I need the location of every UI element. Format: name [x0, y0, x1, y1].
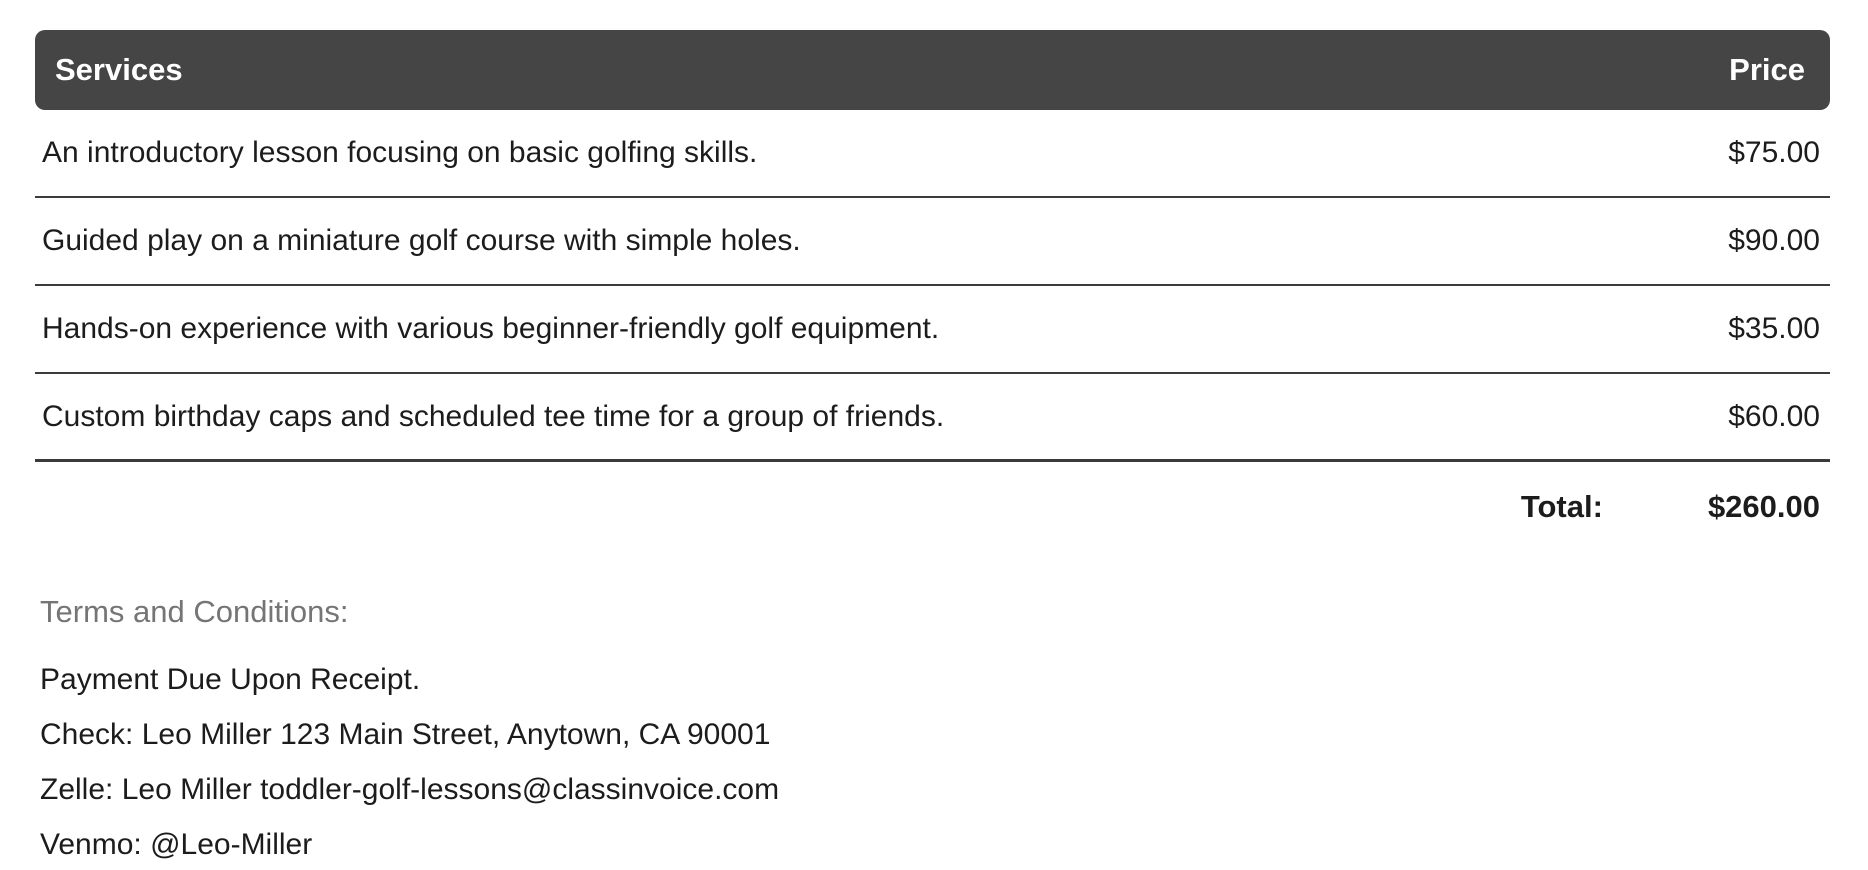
total-row: [35, 462, 1830, 552]
service-description: Custom birthday caps and scheduled tee time for a group of friends.: [42, 399, 945, 433]
terms-line-payment: Payment Due Upon Receipt.: [40, 663, 421, 696]
table-row: [35, 110, 1830, 198]
terms-line-venmo: Venmo: @Leo-Miller: [40, 828, 313, 861]
column-header-price: Price: [1729, 52, 1805, 87]
column-header-services: Services: [55, 52, 183, 87]
terms-line-zelle: Zelle: Leo Miller toddler-golf-lessons@classinvoice.com: [40, 773, 780, 806]
service-price: $35.00: [1728, 312, 1820, 345]
terms-line-check: Check: Leo Miller 123 Main Street, Anytown, CA 90001: [40, 718, 771, 751]
table-row: [35, 286, 1830, 374]
service-price: $75.00: [1728, 136, 1820, 169]
service-description: Hands-on experience with various beginner-friendly golf equipment.: [42, 312, 940, 345]
service-price: $90.00: [1728, 224, 1820, 257]
table-header-row: [35, 30, 1830, 110]
terms-heading: Terms and Conditions:: [40, 594, 349, 629]
table-row: [35, 374, 1830, 462]
service-price: $60.00: [1728, 399, 1820, 433]
services-table: [35, 30, 1830, 552]
service-description: An introductory lesson focusing on basic golfing skills.: [42, 136, 758, 169]
service-description: Guided play on a miniature golf course with simple holes.: [42, 224, 801, 257]
total-value: $260.00: [1707, 489, 1820, 524]
table-row: [35, 198, 1830, 286]
total-label: Total:: [1520, 489, 1603, 524]
terms-section: [40, 592, 1830, 870]
